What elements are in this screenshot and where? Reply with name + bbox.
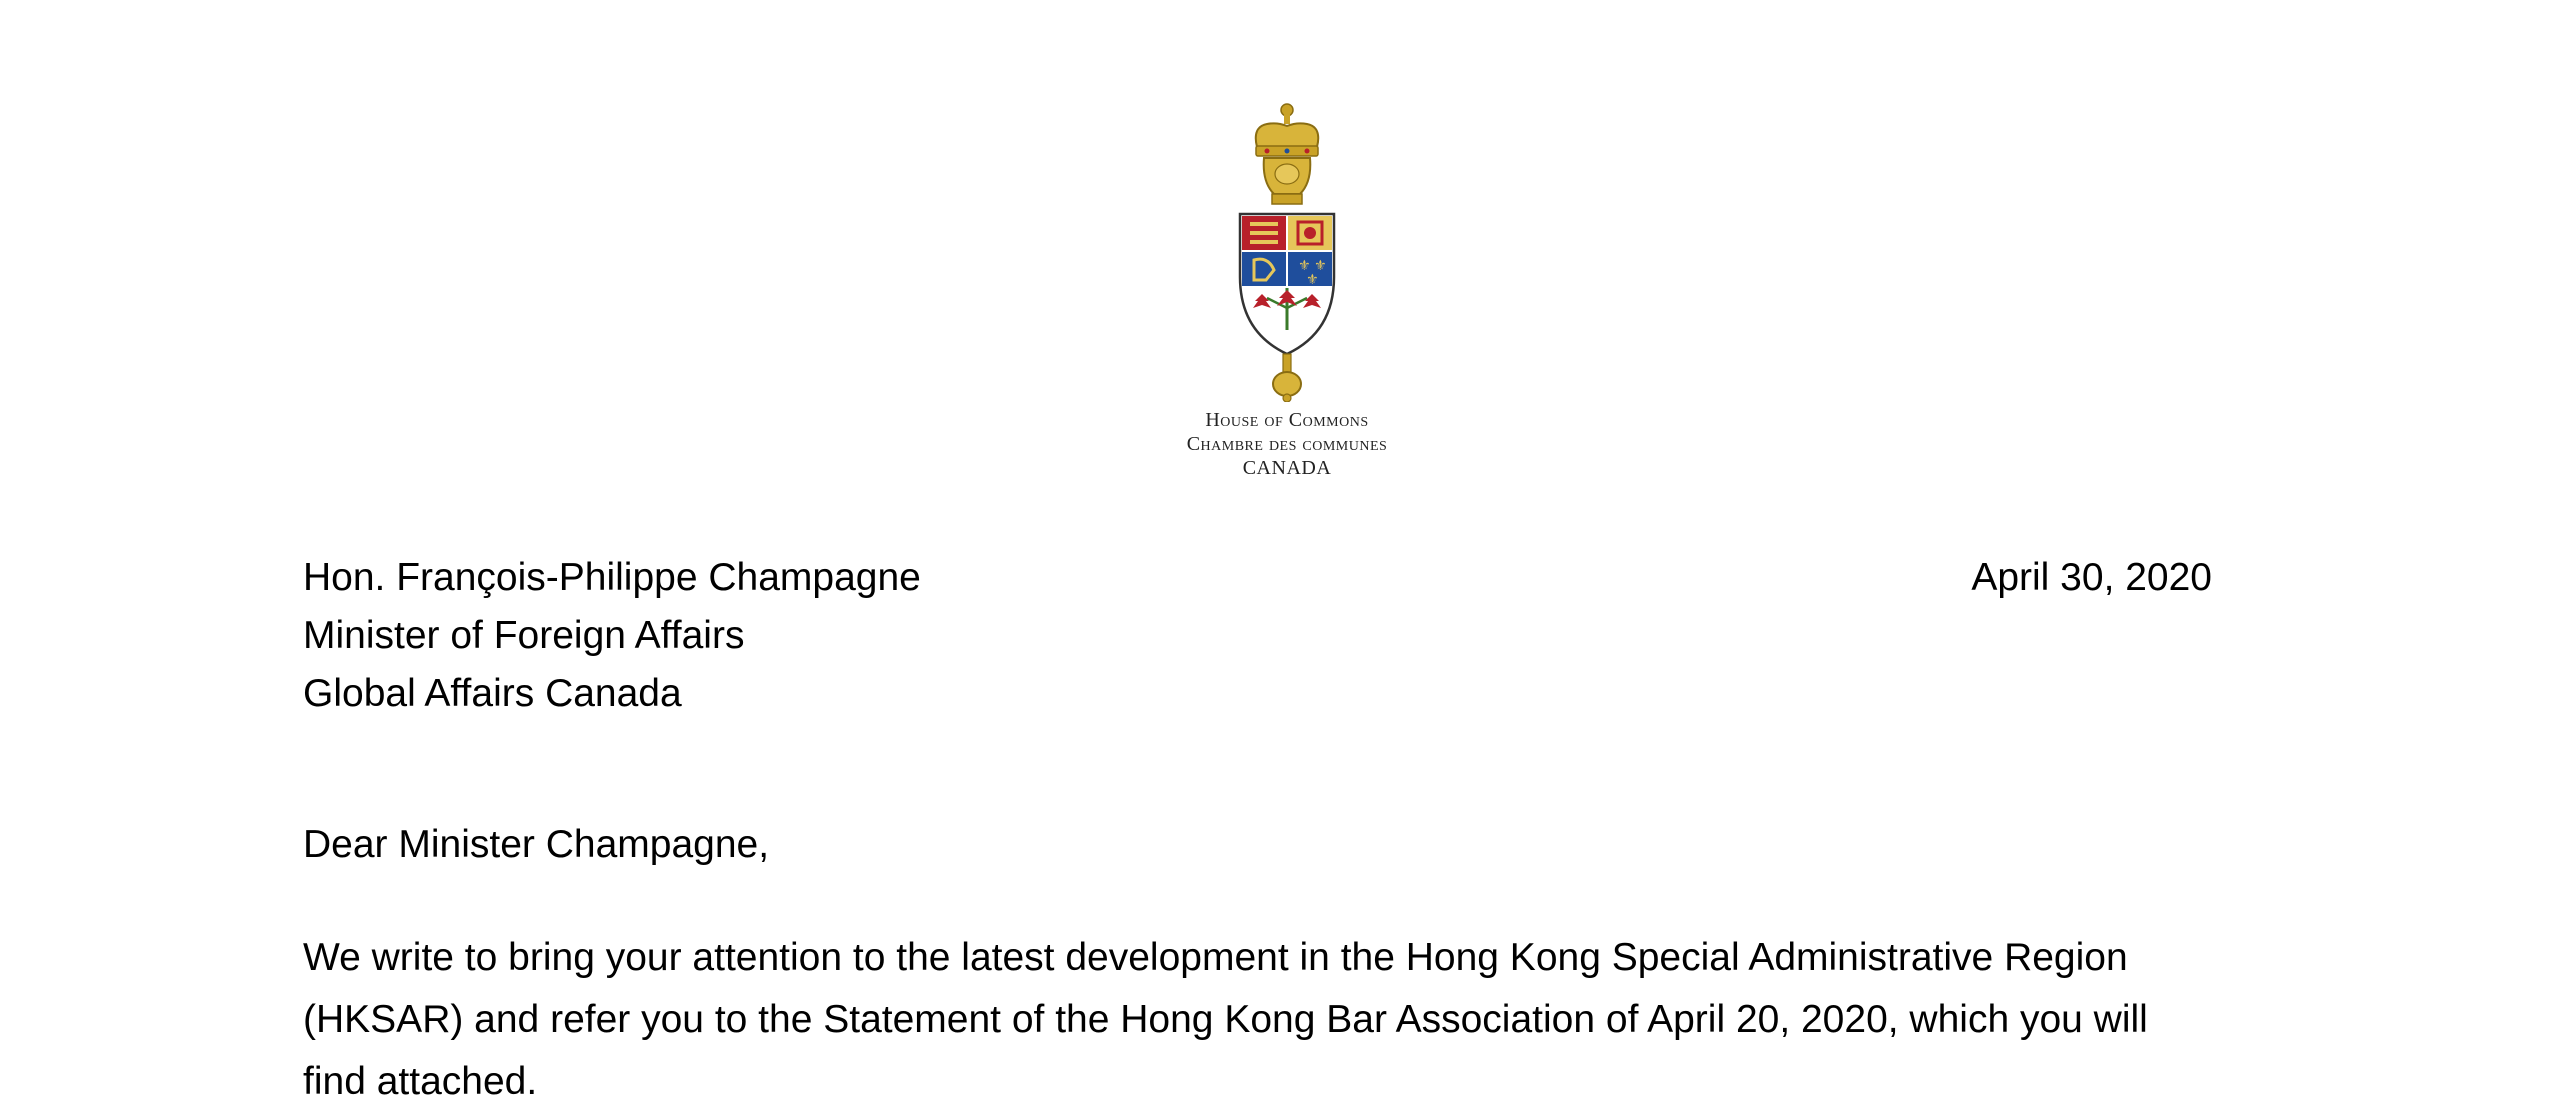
body-paragraph-line: We write to bring your attention to the latest development in the Hong Kong Special Administrative Region	[303, 936, 2128, 979]
letterhead-line-2: Chambre des communes	[1186, 433, 1388, 455]
recipient-title: Minister of Foreign Affairs	[303, 614, 745, 657]
svg-text:⚜: ⚜	[1298, 258, 1311, 274]
recipient-name: Hon. François-Philippe Champagne	[303, 556, 921, 599]
svg-text:⚜: ⚜	[1306, 272, 1319, 288]
body-paragraph-1	[303, 927, 2263, 1113]
letterhead-line-3: CANADA	[1242, 457, 1332, 479]
letterhead-line-1: House of Commons	[1205, 409, 1369, 431]
house-of-commons-letterhead	[1172, 102, 1402, 482]
body-paragraph-line: (HKSAR) and refer you to the Statement of the Hong Kong Bar Association of April 20, 2020, which you will	[303, 998, 2148, 1041]
svg-text:⚜: ⚜	[1314, 258, 1327, 274]
letter-date: April 30, 2020	[1971, 556, 2212, 599]
house-of-commons-crest-icon	[1222, 102, 1352, 402]
recipient-department: Global Affairs Canada	[303, 672, 682, 715]
body-paragraph-line: find attached.	[303, 1060, 538, 1103]
salutation: Dear Minister Champagne,	[303, 823, 770, 866]
